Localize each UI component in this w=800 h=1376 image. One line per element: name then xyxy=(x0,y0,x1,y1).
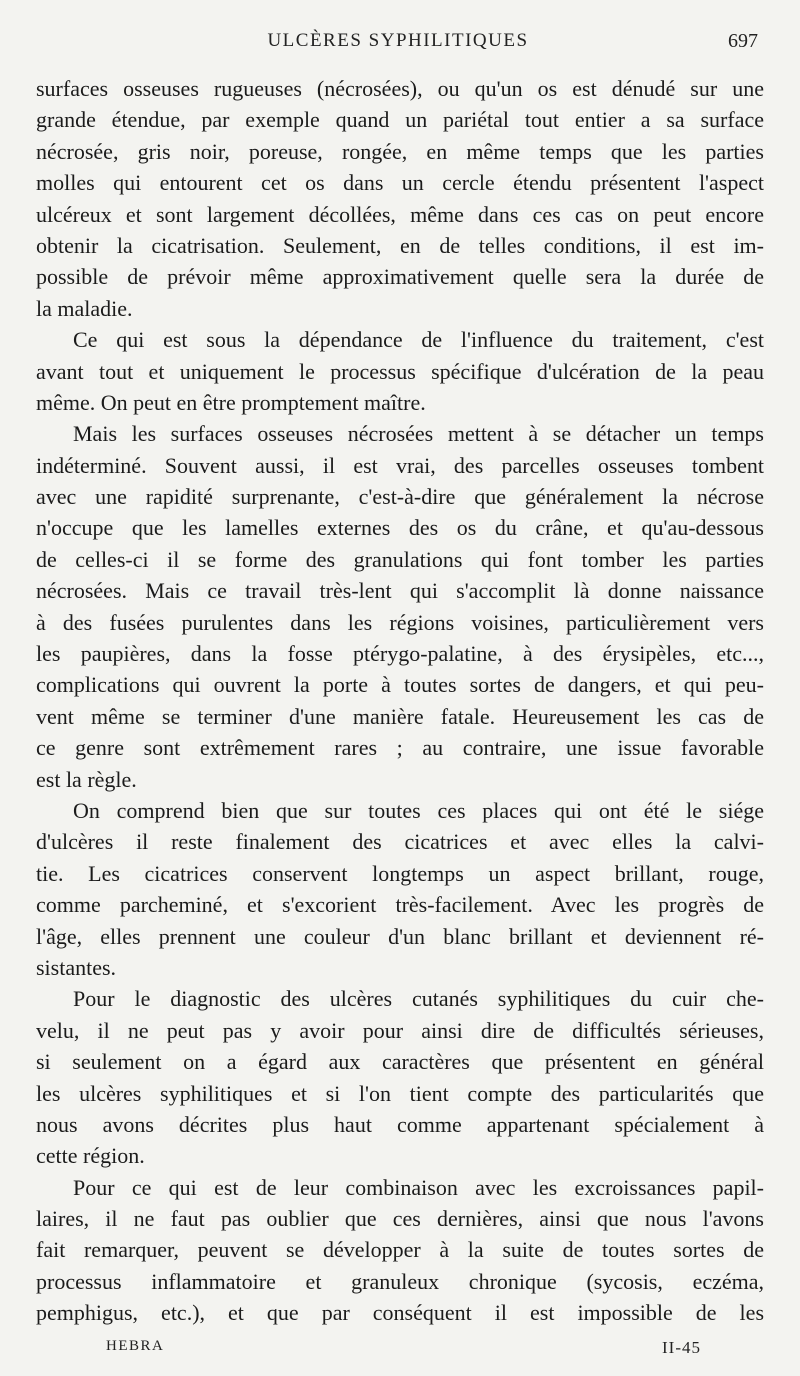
text-line: tie. Les cicatrices conservent longtemps un aspect brillant, rouge, xyxy=(36,860,764,886)
body-text xyxy=(36,73,764,1329)
text-line: velu, il ne peut pas y avoir pour ainsi dire de difficultés sérieuses, xyxy=(36,1017,764,1043)
text-line: fait remarquer, peuvent se développer à la suite de toutes sortes de xyxy=(36,1237,764,1263)
text-line: même. On peut en être promptement maître. xyxy=(36,389,426,415)
text-line: On comprend bien que sur toutes ces places qui ont été le siége xyxy=(73,797,764,823)
text-line: nécrosées. Mais ce travail très-lent qui s'accomplit là donne naissance xyxy=(36,578,764,604)
text-line: Pour le diagnostic des ulcères cutanés syphilitiques du cuir che- xyxy=(73,986,764,1012)
text-line: n'occupe que les lamelles externes des os du crâne, et qu'au-dessous xyxy=(36,515,764,541)
running-title: ULCÈRES SYPHILITIQUES xyxy=(267,30,529,51)
text-line: indéterminé. Souvent aussi, il est vrai, des parcelles osseuses tombent xyxy=(36,452,764,478)
text-line: les paupières, dans la fosse ptérygo-palatine, à des érysipèles, etc..., xyxy=(36,641,764,667)
text-line: molles qui entourent cet os dans un cercle étendu présentent l'aspect xyxy=(36,170,764,196)
text-line: d'ulcères il reste finalement des cicatrices et avec elles la calvi- xyxy=(36,829,764,855)
text-line: processus inflammatoire et granuleux chronique (sycosis, eczéma, xyxy=(36,1268,764,1294)
text-line: pemphigus, etc.), et que par conséquent il est impossible de les xyxy=(36,1300,764,1326)
text-line: Mais les surfaces osseuses nécrosées mettent à se détacher un temps xyxy=(73,421,764,447)
text-line: avec une rapidité surprenante, c'est-à-dire que généralement la nécrose xyxy=(36,484,764,510)
text-line: Pour ce qui est de leur combinaison avec les excroissances papil- xyxy=(73,1174,764,1200)
text-line: cette région. xyxy=(36,1143,145,1169)
text-line: avant tout et uniquement le processus spécifique d'ulcération de la peau xyxy=(36,358,764,384)
text-line: laires, il ne faut pas oublier que ces dernières, ainsi que nous l'avons xyxy=(36,1206,764,1232)
text-line: nous avons décrites plus haut comme appartenant spécialement à xyxy=(36,1111,764,1137)
text-line: surfaces osseuses rugueuses (nécrosées), ou qu'un os est dénudé sur une xyxy=(36,76,764,101)
text-line: vent même se terminer d'une manière fatale. Heureusement les cas de xyxy=(36,703,764,729)
text-line: les ulcères syphilitiques et si l'on tient compte des particularités que xyxy=(36,1080,764,1106)
text-line: comme parcheminé, et s'excorient très-facilement. Avec les progrès de xyxy=(36,892,764,918)
text-line: à des fusées purulentes dans les régions voisines, particulièrement vers xyxy=(36,609,764,635)
page-header xyxy=(36,30,760,58)
text-line: est la règle. xyxy=(36,766,137,792)
text-line: la maladie. xyxy=(36,295,133,321)
text-line: complications qui ouvrent la porte à toutes sortes de dangers, et qui peu- xyxy=(36,672,764,698)
signature-mark-right: II-45 xyxy=(662,1338,701,1357)
text-line: ce genre sont extrêmement rares ; au contraire, une issue favorable xyxy=(36,735,764,761)
page-number: 697 xyxy=(728,30,758,52)
text-line: Ce qui est sous la dépendance de l'influence du traitement, c'est xyxy=(73,327,764,353)
text-line: ulcéreux et sont largement décollées, même dans ces cas on peut encore xyxy=(36,201,764,227)
text-line: obtenir la cicatrisation. Seulement, en de telles conditions, il est im- xyxy=(36,232,764,258)
text-line: si seulement on a égard aux caractères que présentent en général xyxy=(36,1049,764,1075)
text-line: l'âge, elles prennent une couleur d'un blanc brillant et deviennent ré- xyxy=(36,923,764,949)
text-line: grande étendue, par exemple quand un pariétal tout entier a sa surface xyxy=(36,107,764,133)
text-line: nécrosée, gris noir, poreuse, rongée, en même temps que les parties xyxy=(36,138,764,164)
text-line: de celles-ci il se forme des granulations qui font tomber les parties xyxy=(36,546,764,572)
text-line: possible de prévoir même approximativement quelle sera la durée de xyxy=(36,264,764,290)
text-line: sistantes. xyxy=(36,954,117,980)
page-footer xyxy=(36,1338,760,1362)
signature-mark-left: HEBRA xyxy=(106,1338,165,1354)
